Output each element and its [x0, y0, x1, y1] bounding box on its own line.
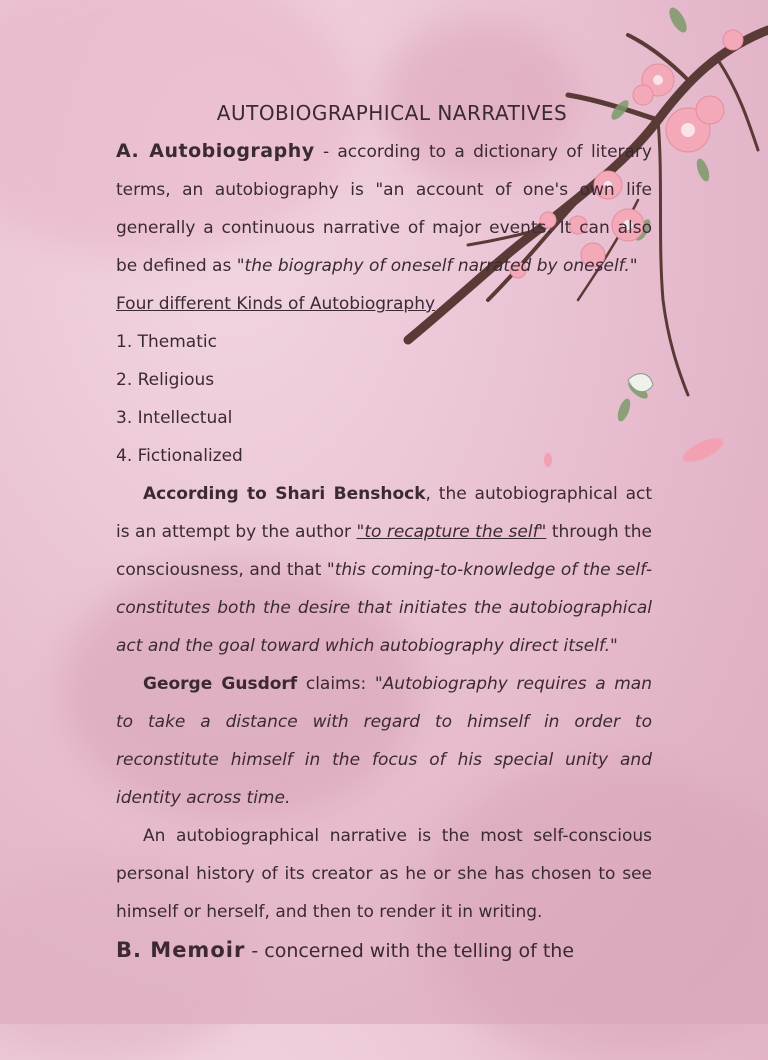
kinds-heading: Four different Kinds of Autobiography [116, 294, 436, 314]
gusdorf-paragraph [116, 665, 652, 817]
list-item: 1. Thematic [116, 332, 217, 352]
list-item: 4. Fictionalized [116, 446, 243, 466]
benshock-text: , the autobiographical act is an attempt by the author [116, 484, 653, 542]
benshock-quote-2: "this coming-to-knowledge of the self-constitutes both the desire that initiates the autobiographical act and the goal toward which autobiography direct itself." [116, 560, 652, 656]
benshock-quote-1: "to recapture the self" [356, 522, 547, 542]
benshock-paragraph [116, 475, 652, 665]
autobiography-definition-text: - according to a dictionary of literary terms, an autobiography is "an account of one's own life generally a continuous narrative of major events. It can also be defined as [116, 142, 652, 276]
autobiography-definition-quote: "the biography of oneself narrated by oneself." [236, 256, 638, 276]
gusdorf-text: claims: [297, 674, 375, 694]
benshock-text: through the consciousness, and that [116, 522, 652, 580]
memoir-paragraph [116, 931, 652, 970]
autobiography-definition-paragraph [116, 132, 652, 285]
list-item: 2. Religious [116, 370, 215, 390]
memoir-text: - concerned with the telling of the [245, 940, 575, 962]
section-b-heading: B. Memoir [116, 938, 246, 962]
gusdorf-name: George Gusdorf [143, 674, 298, 694]
gusdorf-quote: "Autobiography requires a man to take a distance with regard to himself in order to reconstitute himself in the focus of his special unity and identity across time. [116, 674, 652, 808]
page-title: AUTOBIOGRAPHICAL NARRATIVES [216, 101, 568, 125]
document-body [116, 96, 652, 970]
benshock-name: According to Shari Benshock [143, 484, 426, 504]
narrative-paragraph: An autobiographical narrative is the most self-conscious personal history of its creator as he or she has chosen to see himself or herself, and then to render it in writing. [116, 826, 652, 922]
kinds-heading-line [116, 285, 652, 323]
list-item: 3. Intellectual [116, 408, 233, 428]
section-a-heading: A. Autobiography [116, 140, 315, 162]
